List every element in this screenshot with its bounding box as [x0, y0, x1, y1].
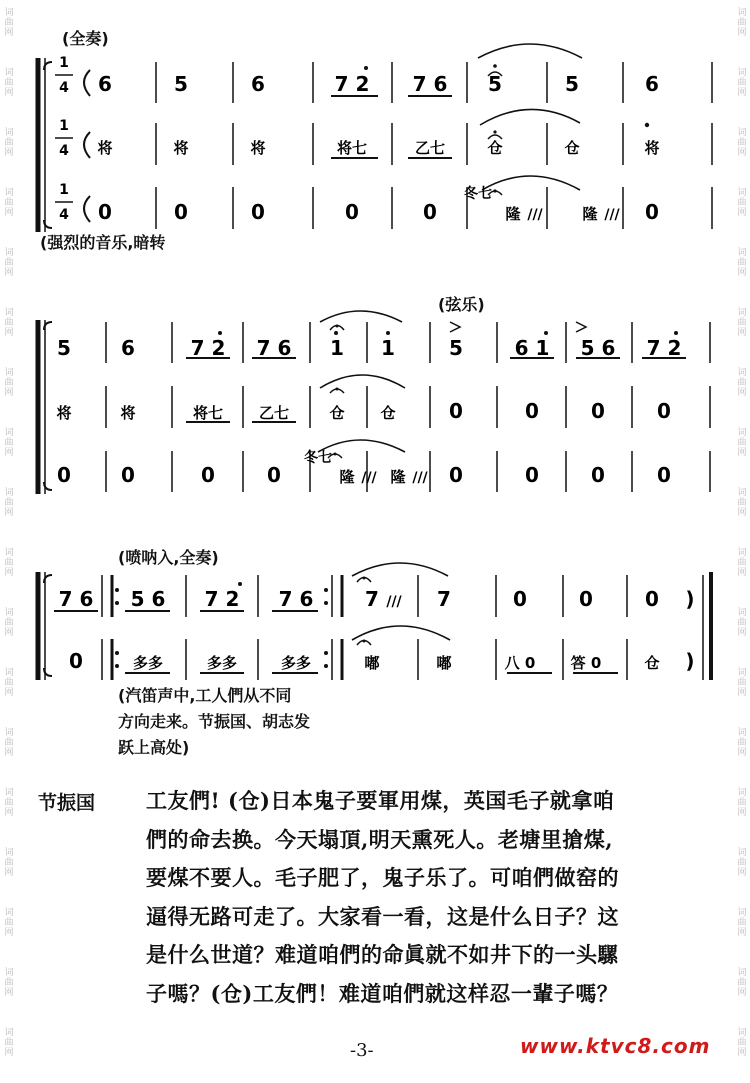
- melody-note: 6: [98, 72, 112, 96]
- melody-note: 5 6: [130, 587, 166, 611]
- watermark-text: 词 曲 网: [737, 548, 747, 578]
- speaker-name: 节振国: [38, 792, 96, 814]
- melody-note: 7 6: [256, 336, 292, 360]
- percussion-syllable: 乙七: [258, 404, 290, 422]
- tremolo-mark: ///: [604, 207, 620, 223]
- melody-note: 5: [174, 72, 188, 96]
- percussion-syllable: 将七: [336, 139, 368, 157]
- percussion-syllable: 0: [657, 399, 671, 423]
- melody-note: 1: [330, 336, 344, 360]
- drum-syllable: 隆: [339, 468, 355, 486]
- melody-note: 0: [645, 587, 659, 611]
- annotation-tutti: (全奏): [62, 29, 109, 48]
- drum-note: 0: [449, 463, 463, 487]
- watermark-text: 词 曲 网: [737, 188, 747, 218]
- melody-note: 7: [365, 587, 379, 611]
- watermark-text: 词 曲 网: [4, 68, 14, 98]
- watermark-text: 词 曲 网: [4, 188, 14, 218]
- drum-syllable: 隆: [505, 205, 521, 223]
- dialogue-line: 是什么世道？难道咱們的命眞就不如井下的一头騾: [146, 942, 619, 967]
- drum-syllable: 隆: [582, 205, 598, 223]
- watermark-text: 词 曲 网: [737, 128, 747, 158]
- watermark-text: 词 曲 网: [737, 68, 747, 98]
- watermark-text: 词 曲 网: [737, 8, 747, 38]
- percussion-syllable: 乙七: [414, 139, 446, 157]
- tremolo-mark: ///: [527, 207, 543, 223]
- melody-note: 6: [645, 72, 659, 96]
- drum-note: 0: [98, 200, 112, 224]
- drum-note: 0: [591, 463, 605, 487]
- watermark-text: 词 曲 网: [4, 548, 14, 578]
- melody-note: 5: [565, 72, 579, 96]
- drum-note: 0: [251, 200, 265, 224]
- watermark-text: 词 曲 网: [737, 1028, 747, 1058]
- watermark-text: 词 曲 网: [4, 8, 14, 38]
- melody-note: 6: [121, 336, 135, 360]
- percussion-syllable: 八 0: [504, 654, 536, 672]
- watermark-text: 词 曲 网: [737, 608, 747, 638]
- melody-note: 7 2: [334, 72, 370, 96]
- percussion-syllable: 多多: [132, 654, 164, 672]
- melody-note: 5 6: [580, 336, 616, 360]
- drum-note: 0: [345, 200, 359, 224]
- percussion-syllable: 仓: [329, 404, 345, 422]
- watermark-text: 词 曲 网: [4, 788, 14, 818]
- drum-note: 0: [57, 463, 71, 487]
- tremolo-mark: ///: [386, 594, 402, 610]
- stage-direction-2: 方向走来。节振国、胡志发: [118, 712, 311, 731]
- percussion-syllable: 答 0: [570, 654, 602, 672]
- drum-note: 0: [121, 463, 135, 487]
- watermark-text: 词 曲 网: [4, 1028, 14, 1058]
- watermark-text: 词 曲 网: [4, 908, 14, 938]
- dialogue-line: 要煤不要人。毛子肥了，鬼子乐了。可咱們做窑的: [146, 865, 619, 890]
- dialogue-line: 工友們! (仓)日本鬼子要軍用煤，英国毛子就拿咱: [146, 788, 615, 813]
- percussion-syllable: 0: [525, 399, 539, 423]
- percussion-syllable: 多多: [280, 654, 312, 672]
- drum-note: 0: [423, 200, 437, 224]
- watermark-text: 词 曲 网: [4, 968, 14, 998]
- watermark-text: 词 曲 网: [737, 788, 747, 818]
- percussion-syllable: 将: [120, 404, 136, 422]
- percussion-syllable: 将: [173, 139, 189, 157]
- melody-note: 0: [513, 587, 527, 611]
- melody-note: ): [685, 587, 695, 611]
- watermark-text: 词 曲 网: [737, 908, 747, 938]
- percussion-syllable: 仓: [564, 139, 580, 157]
- watermark-text: 词 曲 网: [4, 368, 14, 398]
- melody-note: 5: [488, 72, 502, 96]
- watermark-text: 词 曲 网: [4, 428, 14, 458]
- dialogue-line: 們的命去换。今天塌頂,明天熏死人。老塘里搶煤,: [146, 826, 614, 852]
- percussion-syllable: 将: [56, 404, 72, 422]
- time-signature-bottom: 4: [59, 80, 69, 96]
- watermark-text: 词 曲 网: [737, 728, 747, 758]
- percussion-syllable: 仓: [487, 139, 503, 157]
- dialogue-line: 逼得无路可走了。大家看一看，这是什么日子？这: [146, 903, 619, 929]
- time-signature-top: 1: [59, 118, 69, 134]
- watermark-text: 词 曲 网: [4, 848, 14, 878]
- percussion-syllable: 多多: [206, 654, 238, 672]
- melody-note: 0: [579, 587, 593, 611]
- drum-note: 0: [201, 463, 215, 487]
- watermark-text: 词 曲 网: [4, 248, 14, 278]
- drum-note: 0: [645, 200, 659, 224]
- melody-note: 5: [449, 336, 463, 360]
- time-signature-top: 1: [59, 182, 69, 198]
- system-1-dots: [364, 64, 649, 195]
- melody-note: 7: [437, 587, 451, 611]
- time-signature-top: 1: [59, 55, 69, 71]
- watermark-text: 词 曲 网: [737, 428, 747, 458]
- percussion-syllable: 0: [449, 399, 463, 423]
- watermark-text: 词 曲 网: [737, 368, 747, 398]
- melody-note: 7 6: [412, 72, 448, 96]
- tremolo-mark: ///: [361, 470, 377, 486]
- time-signature-bottom: 4: [59, 143, 69, 159]
- watermark-text: 词 曲 网: [737, 248, 747, 278]
- stage-direction-3: 跃上高处): [118, 738, 190, 757]
- watermark-text: 词 曲 网: [737, 968, 747, 998]
- drum-syllable: 隆: [390, 468, 406, 486]
- percussion-syllable: 嘟: [436, 654, 452, 672]
- melody-note: 1: [381, 336, 395, 360]
- percussion-syllable: 将: [644, 139, 660, 157]
- time-signature-bottom: 4: [59, 207, 69, 223]
- watermark-text: 词 曲 网: [4, 308, 14, 338]
- watermark-text: 词 曲 网: [737, 488, 747, 518]
- watermark-text: 词 曲 网: [737, 668, 747, 698]
- percussion-syllable: 将七: [192, 404, 224, 422]
- drum-mark: 冬七: [464, 186, 492, 202]
- melody-note: 7 6: [58, 587, 94, 611]
- watermark-text: 词 曲 网: [4, 728, 14, 758]
- drum-note: 0: [174, 200, 188, 224]
- melody-note: 5: [57, 336, 71, 360]
- melody-note: 7 2: [646, 336, 682, 360]
- melody-note: 6: [251, 72, 265, 96]
- melody-note: 7 2: [190, 336, 226, 360]
- percussion-syllable: ): [685, 649, 695, 673]
- melody-note: 7 2: [204, 587, 240, 611]
- stage-direction-1: (汽笛声中,工人們从不同: [118, 686, 292, 705]
- drum-note: 0: [267, 463, 281, 487]
- dialogue-block: [146, 782, 726, 1013]
- watermark-text: 词 曲 网: [4, 488, 14, 518]
- percussion-syllable: 将: [97, 139, 113, 157]
- watermark-text: 词 曲 网: [4, 668, 14, 698]
- percussion-syllable: 将: [250, 139, 266, 157]
- percussion-syllable: 0: [591, 399, 605, 423]
- watermark-text: 词 曲 网: [4, 608, 14, 638]
- percussion-syllable: 仓: [644, 654, 660, 672]
- page-number: -3-: [350, 1040, 374, 1061]
- watermark-text: 词 曲 网: [737, 848, 747, 878]
- watermark-text: 词 曲 网: [4, 128, 14, 158]
- watermark-text: 词 曲 网: [737, 308, 747, 338]
- system-1: [38, 44, 712, 232]
- annotation-strings: (弦乐): [438, 295, 485, 314]
- drum-mark: 冬七: [304, 450, 332, 466]
- percussion-syllable: 仓: [380, 404, 396, 422]
- drum-note: 0: [525, 463, 539, 487]
- percussion-syllable: 0: [69, 649, 83, 673]
- site-watermark: www.ktvc8.com: [520, 1034, 711, 1058]
- dialogue-line: 子嗎？(仓)工友們！难道咱們就这样忍一輩子嗎？: [146, 980, 619, 1006]
- percussion-syllable: 嘟: [364, 654, 380, 672]
- annotation-suona: (喷呐入,全奏): [118, 548, 219, 567]
- annotation-strong-music: (强烈的音乐,暗转: [40, 233, 166, 252]
- tremolo-mark: ///: [412, 470, 428, 486]
- melody-note: 7 6: [278, 587, 314, 611]
- drum-note: 0: [657, 463, 671, 487]
- melody-note: 6 1: [514, 336, 550, 360]
